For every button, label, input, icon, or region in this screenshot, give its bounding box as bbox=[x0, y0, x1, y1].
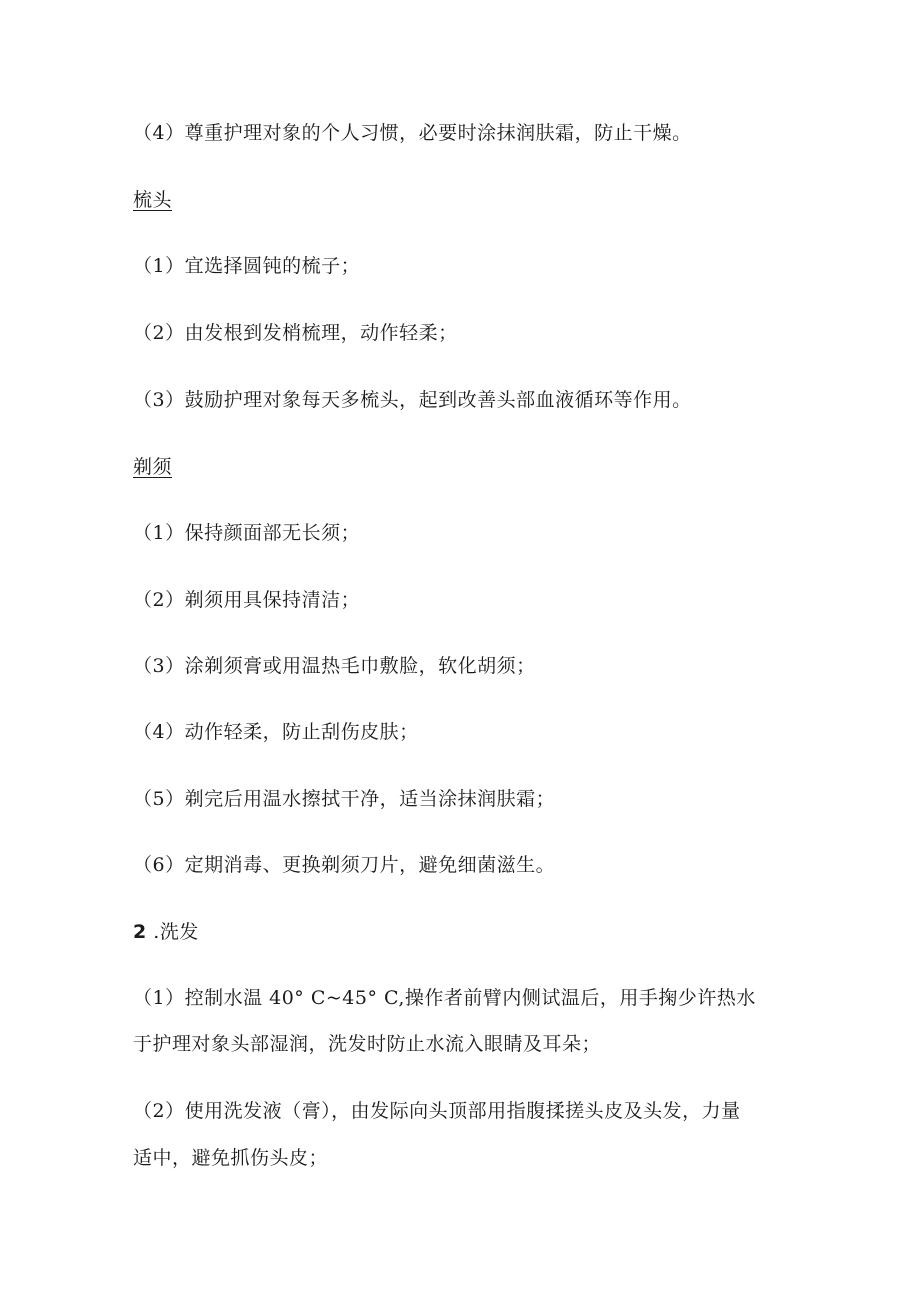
paragraph-shave-5: （5）剃完后用温水擦拭干净，适当涂抹润肤霜； bbox=[133, 788, 556, 810]
paragraph-comb-3: （3）鼓励护理对象每天多梳头，起到改善头部血液循环等作用。 bbox=[133, 389, 692, 411]
heading-shaving: 剃须 bbox=[133, 456, 173, 478]
section-heading-hair-wash bbox=[133, 920, 199, 944]
section-title: .洗发 bbox=[146, 921, 199, 943]
paragraph-wash-1-line2: 于护理对象头部湿润，洗发时防止水流入眼睛及耳朵； bbox=[133, 1033, 602, 1055]
paragraph-wash-2-line2: 适中，避免抓伤头皮； bbox=[133, 1147, 329, 1169]
heading-combing: 梳头 bbox=[133, 189, 173, 211]
paragraph-shave-4: （4）动作轻柔，防止刮伤皮肤； bbox=[133, 721, 419, 743]
paragraph-moisturize: （4）尊重护理对象的个人习惯，必要时涂抹润肤霜，防止干燥。 bbox=[133, 122, 692, 144]
paragraph-shave-1: （1）保持颜面部无长须； bbox=[133, 522, 361, 544]
paragraph-wash-2-line1: （2）使用洗发液（膏），由发际向头顶部用指腹揉搓头皮及头发，力量 bbox=[133, 1100, 741, 1122]
paragraph-wash-1-line1: （1）控制水温 40° C~45° C,操作者前臂内侧试温后，用手掬少许热水 bbox=[133, 987, 756, 1009]
paragraph-shave-2: （2）剃须用具保持清洁； bbox=[133, 589, 361, 611]
paragraph-comb-1: （1）宜选择圆钝的梳子； bbox=[133, 255, 361, 277]
paragraph-comb-2: （2）由发根到发梢梳理，动作轻柔； bbox=[133, 322, 458, 344]
paragraph-shave-6: （6）定期消毒、更换剃须刀片，避免细菌滋生。 bbox=[133, 854, 556, 876]
paragraph-shave-3: （3）涂剃须膏或用温热毛巾敷脸，软化胡须； bbox=[133, 655, 536, 677]
section-number: 2 bbox=[133, 921, 147, 943]
